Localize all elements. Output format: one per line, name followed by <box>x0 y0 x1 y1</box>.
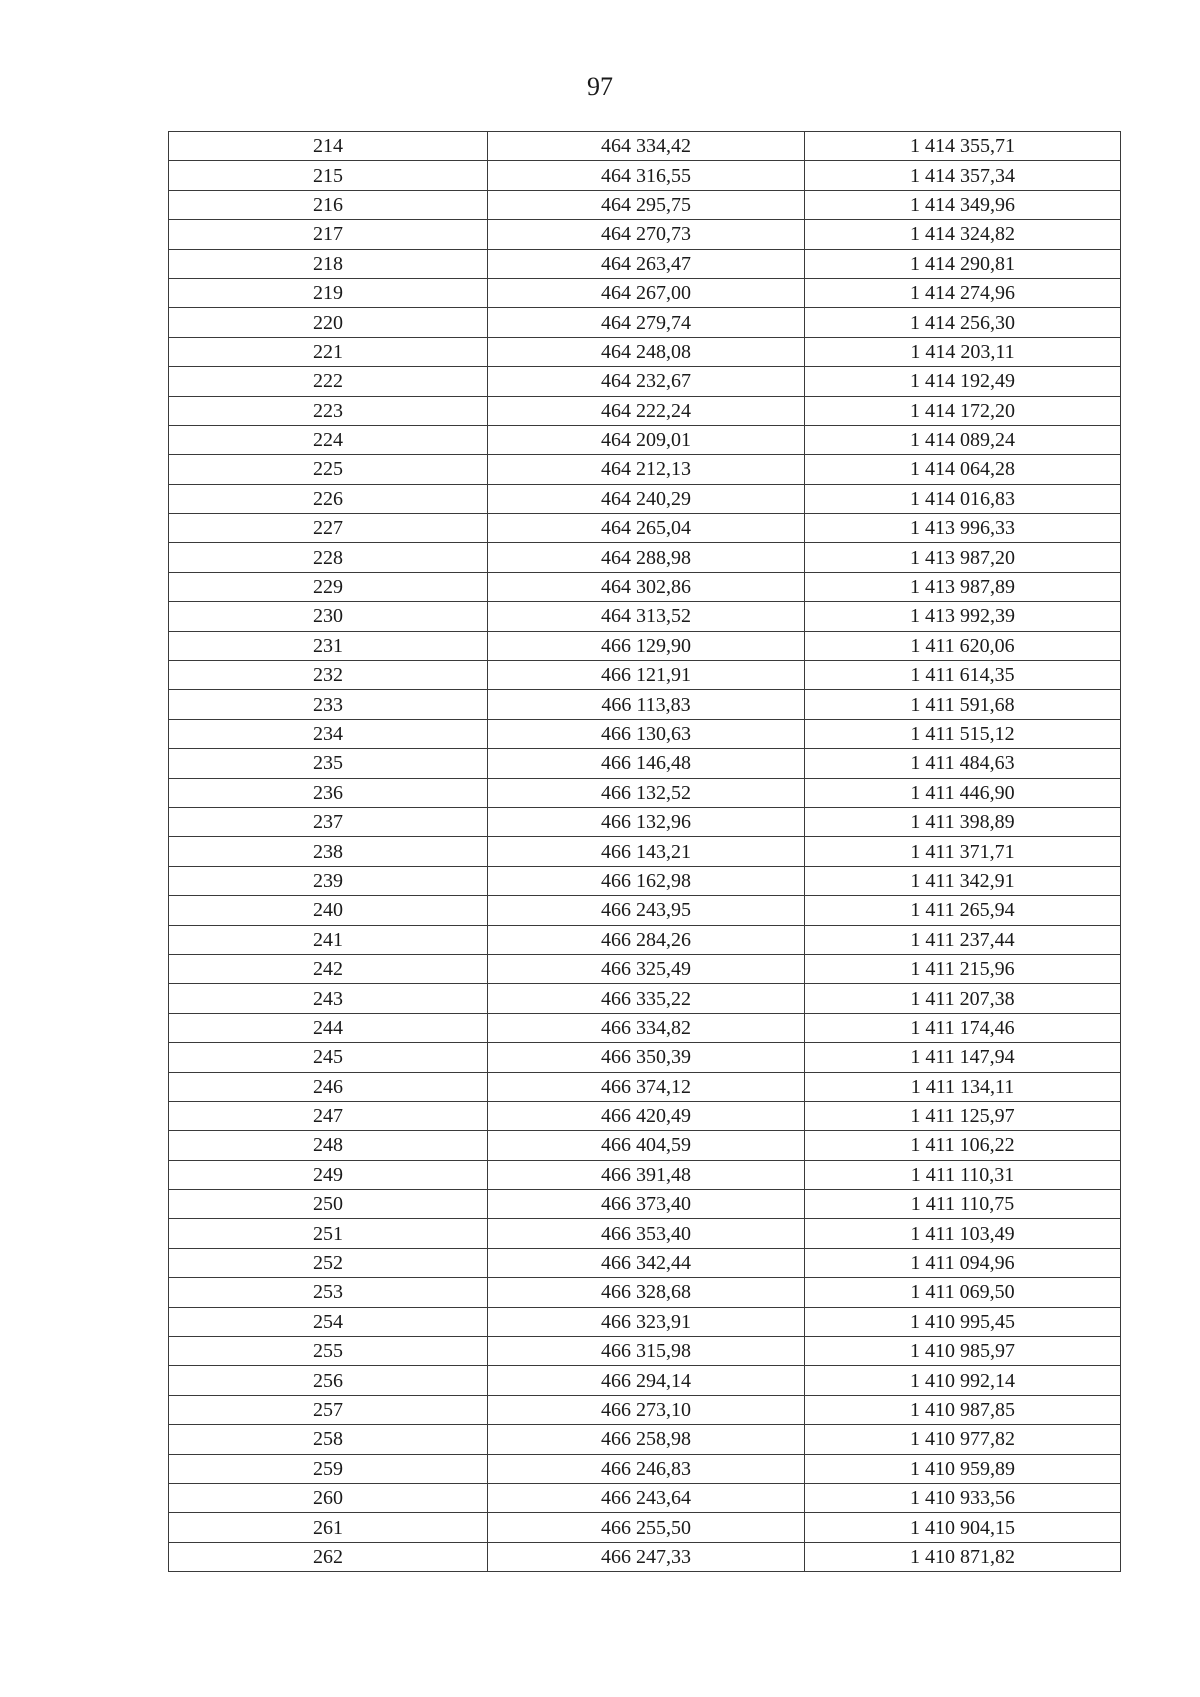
table-row <box>169 396 1121 425</box>
y-coordinate-cell: 1 414 172,20 <box>805 396 1121 425</box>
y-coordinate-cell: 1 411 094,96 <box>805 1248 1121 1277</box>
x-coordinate-cell: 466 246,83 <box>488 1454 805 1483</box>
x-coordinate-cell: 466 404,59 <box>488 1131 805 1160</box>
point-number-cell: 227 <box>169 514 488 543</box>
table-row <box>169 1337 1121 1366</box>
point-number-cell: 241 <box>169 925 488 954</box>
table-row <box>169 925 1121 954</box>
point-number-cell: 218 <box>169 249 488 278</box>
x-coordinate-cell: 464 240,29 <box>488 484 805 513</box>
x-coordinate-cell: 466 132,52 <box>488 778 805 807</box>
table-row <box>169 308 1121 337</box>
x-coordinate-cell: 464 265,04 <box>488 514 805 543</box>
table-row <box>169 749 1121 778</box>
point-number-cell: 244 <box>169 1013 488 1042</box>
table-row <box>169 602 1121 631</box>
point-number-cell: 252 <box>169 1248 488 1277</box>
point-number-cell: 216 <box>169 190 488 219</box>
y-coordinate-cell: 1 414 064,28 <box>805 455 1121 484</box>
table-row <box>169 514 1121 543</box>
point-number-cell: 231 <box>169 631 488 660</box>
y-coordinate-cell: 1 411 147,94 <box>805 1043 1121 1072</box>
y-coordinate-cell: 1 413 987,89 <box>805 572 1121 601</box>
y-coordinate-cell: 1 410 992,14 <box>805 1366 1121 1395</box>
table-row <box>169 896 1121 925</box>
y-coordinate-cell: 1 414 256,30 <box>805 308 1121 337</box>
y-coordinate-cell: 1 414 324,82 <box>805 220 1121 249</box>
table-row <box>169 367 1121 396</box>
x-coordinate-cell: 464 288,98 <box>488 543 805 572</box>
x-coordinate-cell: 466 323,91 <box>488 1307 805 1336</box>
point-number-cell: 258 <box>169 1425 488 1454</box>
x-coordinate-cell: 464 279,74 <box>488 308 805 337</box>
y-coordinate-cell: 1 411 110,31 <box>805 1160 1121 1189</box>
x-coordinate-cell: 466 294,14 <box>488 1366 805 1395</box>
x-coordinate-cell: 464 267,00 <box>488 278 805 307</box>
point-number-cell: 225 <box>169 455 488 484</box>
y-coordinate-cell: 1 411 106,22 <box>805 1131 1121 1160</box>
x-coordinate-cell: 466 146,48 <box>488 749 805 778</box>
x-coordinate-cell: 466 121,91 <box>488 661 805 690</box>
y-coordinate-cell: 1 410 985,97 <box>805 1337 1121 1366</box>
x-coordinate-cell: 466 342,44 <box>488 1248 805 1277</box>
point-number-cell: 222 <box>169 367 488 396</box>
x-coordinate-cell: 466 129,90 <box>488 631 805 660</box>
x-coordinate-cell: 464 334,42 <box>488 132 805 161</box>
point-number-cell: 259 <box>169 1454 488 1483</box>
point-number-cell: 223 <box>169 396 488 425</box>
y-coordinate-cell: 1 411 207,38 <box>805 984 1121 1013</box>
table-row <box>169 161 1121 190</box>
x-coordinate-cell: 466 374,12 <box>488 1072 805 1101</box>
point-number-cell: 228 <box>169 543 488 572</box>
point-number-cell: 260 <box>169 1483 488 1512</box>
point-number-cell: 256 <box>169 1366 488 1395</box>
x-coordinate-cell: 466 162,98 <box>488 866 805 895</box>
point-number-cell: 255 <box>169 1337 488 1366</box>
table-row <box>169 337 1121 366</box>
point-number-cell: 217 <box>169 220 488 249</box>
y-coordinate-cell: 1 410 933,56 <box>805 1483 1121 1512</box>
y-coordinate-cell: 1 411 237,44 <box>805 925 1121 954</box>
table-row <box>169 543 1121 572</box>
y-coordinate-cell: 1 414 357,34 <box>805 161 1121 190</box>
x-coordinate-cell: 464 232,67 <box>488 367 805 396</box>
point-number-cell: 239 <box>169 866 488 895</box>
point-number-cell: 219 <box>169 278 488 307</box>
y-coordinate-cell: 1 414 203,11 <box>805 337 1121 366</box>
table-row <box>169 249 1121 278</box>
y-coordinate-cell: 1 411 591,68 <box>805 690 1121 719</box>
x-coordinate-cell: 464 222,24 <box>488 396 805 425</box>
y-coordinate-cell: 1 413 996,33 <box>805 514 1121 543</box>
table-row <box>169 1043 1121 1072</box>
y-coordinate-cell: 1 411 174,46 <box>805 1013 1121 1042</box>
point-number-cell: 230 <box>169 602 488 631</box>
point-number-cell: 249 <box>169 1160 488 1189</box>
point-number-cell: 235 <box>169 749 488 778</box>
y-coordinate-cell: 1 414 016,83 <box>805 484 1121 513</box>
x-coordinate-cell: 466 113,83 <box>488 690 805 719</box>
y-coordinate-cell: 1 410 904,15 <box>805 1513 1121 1542</box>
y-coordinate-cell: 1 411 069,50 <box>805 1278 1121 1307</box>
x-coordinate-cell: 466 350,39 <box>488 1043 805 1072</box>
table-row <box>169 1190 1121 1219</box>
point-number-cell: 251 <box>169 1219 488 1248</box>
point-number-cell: 245 <box>169 1043 488 1072</box>
y-coordinate-cell: 1 410 977,82 <box>805 1425 1121 1454</box>
y-coordinate-cell: 1 414 355,71 <box>805 132 1121 161</box>
page-number: 97 <box>587 72 613 101</box>
y-coordinate-cell: 1 414 349,96 <box>805 190 1121 219</box>
table-row <box>169 837 1121 866</box>
table-row <box>169 1278 1121 1307</box>
y-coordinate-cell: 1 414 192,49 <box>805 367 1121 396</box>
point-number-cell: 215 <box>169 161 488 190</box>
table-row <box>169 1072 1121 1101</box>
y-coordinate-cell: 1 411 215,96 <box>805 954 1121 983</box>
y-coordinate-cell: 1 410 871,82 <box>805 1542 1121 1571</box>
y-coordinate-cell: 1 411 125,97 <box>805 1101 1121 1130</box>
table-row <box>169 690 1121 719</box>
point-number-cell: 247 <box>169 1101 488 1130</box>
x-coordinate-cell: 464 263,47 <box>488 249 805 278</box>
table-row <box>169 1101 1121 1130</box>
x-coordinate-cell: 466 132,96 <box>488 807 805 836</box>
x-coordinate-cell: 466 315,98 <box>488 1337 805 1366</box>
y-coordinate-cell: 1 411 342,91 <box>805 866 1121 895</box>
table-row <box>169 425 1121 454</box>
x-coordinate-cell: 466 243,64 <box>488 1483 805 1512</box>
x-coordinate-cell: 466 334,82 <box>488 1013 805 1042</box>
point-number-cell: 224 <box>169 425 488 454</box>
table-row <box>169 866 1121 895</box>
point-number-cell: 236 <box>169 778 488 807</box>
table-row <box>169 1366 1121 1395</box>
point-number-cell: 221 <box>169 337 488 366</box>
y-coordinate-cell: 1 410 995,45 <box>805 1307 1121 1336</box>
point-number-cell: 226 <box>169 484 488 513</box>
point-number-cell: 229 <box>169 572 488 601</box>
point-number-cell: 232 <box>169 661 488 690</box>
y-coordinate-cell: 1 411 515,12 <box>805 719 1121 748</box>
y-coordinate-cell: 1 414 274,96 <box>805 278 1121 307</box>
x-coordinate-cell: 466 328,68 <box>488 1278 805 1307</box>
table-row <box>169 455 1121 484</box>
x-coordinate-cell: 464 270,73 <box>488 220 805 249</box>
x-coordinate-cell: 464 313,52 <box>488 602 805 631</box>
y-coordinate-cell: 1 411 446,90 <box>805 778 1121 807</box>
x-coordinate-cell: 464 209,01 <box>488 425 805 454</box>
table-row <box>169 661 1121 690</box>
table-row <box>169 1542 1121 1571</box>
y-coordinate-cell: 1 411 614,35 <box>805 661 1121 690</box>
table-row <box>169 190 1121 219</box>
point-number-cell: 240 <box>169 896 488 925</box>
point-number-cell: 234 <box>169 719 488 748</box>
table-row <box>169 572 1121 601</box>
y-coordinate-cell: 1 410 959,89 <box>805 1454 1121 1483</box>
y-coordinate-cell: 1 411 398,89 <box>805 807 1121 836</box>
y-coordinate-cell: 1 414 290,81 <box>805 249 1121 278</box>
y-coordinate-cell: 1 413 992,39 <box>805 602 1121 631</box>
table-row <box>169 1454 1121 1483</box>
table-row <box>169 1248 1121 1277</box>
y-coordinate-cell: 1 410 987,85 <box>805 1395 1121 1424</box>
y-coordinate-cell: 1 411 371,71 <box>805 837 1121 866</box>
y-coordinate-cell: 1 411 620,06 <box>805 631 1121 660</box>
x-coordinate-cell: 464 295,75 <box>488 190 805 219</box>
point-number-cell: 246 <box>169 1072 488 1101</box>
y-coordinate-cell: 1 411 134,11 <box>805 1072 1121 1101</box>
x-coordinate-cell: 466 258,98 <box>488 1425 805 1454</box>
x-coordinate-cell: 466 143,21 <box>488 837 805 866</box>
x-coordinate-cell: 466 247,33 <box>488 1542 805 1571</box>
point-number-cell: 220 <box>169 308 488 337</box>
point-number-cell: 254 <box>169 1307 488 1336</box>
table-row <box>169 1219 1121 1248</box>
point-number-cell: 257 <box>169 1395 488 1424</box>
x-coordinate-cell: 466 335,22 <box>488 984 805 1013</box>
point-number-cell: 237 <box>169 807 488 836</box>
point-number-cell: 248 <box>169 1131 488 1160</box>
point-number-cell: 253 <box>169 1278 488 1307</box>
table-row <box>169 1160 1121 1189</box>
table-row <box>169 1307 1121 1336</box>
table-row <box>169 1395 1121 1424</box>
table-row <box>169 484 1121 513</box>
point-number-cell: 262 <box>169 1542 488 1571</box>
point-number-cell: 243 <box>169 984 488 1013</box>
coordinates-table <box>168 131 1121 1572</box>
y-coordinate-cell: 1 411 265,94 <box>805 896 1121 925</box>
x-coordinate-cell: 464 316,55 <box>488 161 805 190</box>
point-number-cell: 233 <box>169 690 488 719</box>
table-row <box>169 778 1121 807</box>
table-row <box>169 278 1121 307</box>
x-coordinate-cell: 466 373,40 <box>488 1190 805 1219</box>
y-coordinate-cell: 1 411 103,49 <box>805 1219 1121 1248</box>
x-coordinate-cell: 466 130,63 <box>488 719 805 748</box>
table-row <box>169 807 1121 836</box>
table-row <box>169 631 1121 660</box>
table-row <box>169 1013 1121 1042</box>
table-row <box>169 1425 1121 1454</box>
x-coordinate-cell: 464 302,86 <box>488 572 805 601</box>
x-coordinate-cell: 466 255,50 <box>488 1513 805 1542</box>
table-row <box>169 132 1121 161</box>
y-coordinate-cell: 1 414 089,24 <box>805 425 1121 454</box>
table-row <box>169 1513 1121 1542</box>
point-number-cell: 261 <box>169 1513 488 1542</box>
y-coordinate-cell: 1 411 110,75 <box>805 1190 1121 1219</box>
table-row <box>169 1131 1121 1160</box>
x-coordinate-cell: 466 284,26 <box>488 925 805 954</box>
x-coordinate-cell: 466 243,95 <box>488 896 805 925</box>
x-coordinate-cell: 466 420,49 <box>488 1101 805 1130</box>
coordinates-table-body <box>169 132 1121 1572</box>
table-row <box>169 1483 1121 1512</box>
table-row <box>169 984 1121 1013</box>
point-number-cell: 214 <box>169 132 488 161</box>
x-coordinate-cell: 466 325,49 <box>488 954 805 983</box>
x-coordinate-cell: 464 248,08 <box>488 337 805 366</box>
table-row <box>169 954 1121 983</box>
y-coordinate-cell: 1 411 484,63 <box>805 749 1121 778</box>
x-coordinate-cell: 466 391,48 <box>488 1160 805 1189</box>
x-coordinate-cell: 464 212,13 <box>488 455 805 484</box>
x-coordinate-cell: 466 273,10 <box>488 1395 805 1424</box>
point-number-cell: 242 <box>169 954 488 983</box>
table-row <box>169 719 1121 748</box>
x-coordinate-cell: 466 353,40 <box>488 1219 805 1248</box>
point-number-cell: 238 <box>169 837 488 866</box>
y-coordinate-cell: 1 413 987,20 <box>805 543 1121 572</box>
table-row <box>169 220 1121 249</box>
point-number-cell: 250 <box>169 1190 488 1219</box>
